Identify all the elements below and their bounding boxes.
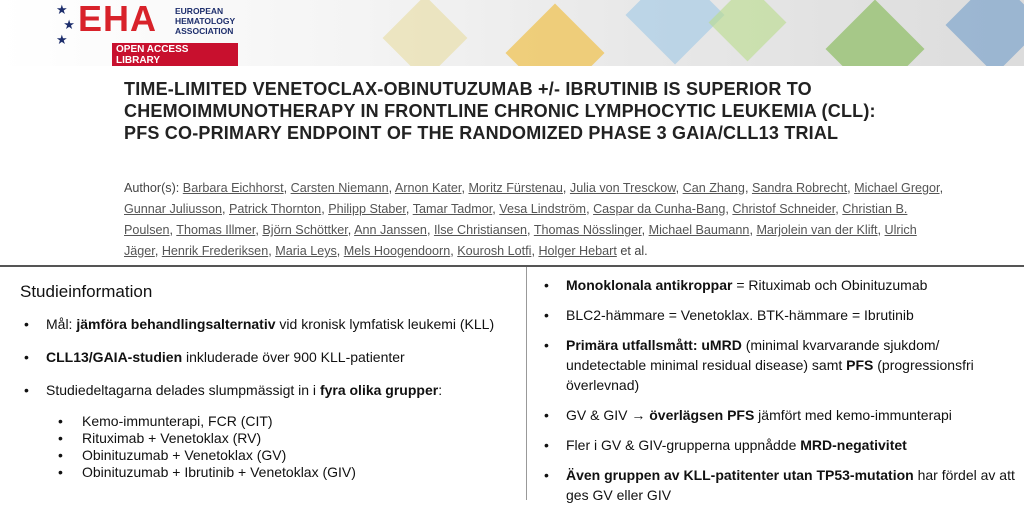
author-link[interactable]: Ann Janssen — [354, 223, 427, 237]
list-item — [540, 435, 1020, 455]
list-item — [540, 305, 1020, 325]
author-link[interactable]: Vesa Lindström — [499, 202, 587, 216]
author-link[interactable]: Maria Leys — [275, 244, 337, 258]
author-link[interactable]: Tamar Tadmor — [412, 202, 493, 216]
item-bold: jämföra behandlingsalternativ — [76, 316, 276, 332]
decorative-cube — [506, 4, 605, 66]
decorative-cube — [826, 0, 925, 66]
list-item — [540, 405, 1020, 425]
item-text: : — [438, 382, 443, 398]
author-link[interactable]: Carsten Niemann — [290, 181, 389, 195]
author-link[interactable]: Henrik Frederiksen — [161, 244, 269, 258]
org-name: EUROPEAN HEMATOLOGY ASSOCIATION — [175, 6, 236, 36]
authors-prefix: Author(s): — [124, 181, 180, 195]
author-list — [124, 178, 954, 262]
decorative-cube — [626, 0, 725, 64]
author-link[interactable]: Ilse Christiansen — [433, 223, 528, 237]
item-text: (progressionsfri överlevnad) — [566, 357, 974, 393]
author-link[interactable]: Ulrich Jäger — [124, 223, 917, 258]
item-bold: Även gruppen av KLL-patitenter utan TP53-mutation — [566, 467, 914, 483]
author-link[interactable]: Arnon Kater — [394, 181, 462, 195]
results-column — [540, 275, 1020, 515]
group-item: • Obinituzumab + Ibrutinib + Venetoklax (GIV) — [20, 464, 515, 481]
item-text: = Rituximab och Obinituzumab — [732, 277, 928, 293]
item-bold: Primära utfallsmått: uMRD — [566, 337, 742, 353]
author-link[interactable]: Michael Baumann — [648, 223, 750, 237]
item-text: Fler i GV & GIV-grupperna uppnådde — [566, 437, 801, 453]
item-text: BLC2-hämmare = Venetoklax. BTK-hämmare = Ibrutinib — [566, 307, 914, 323]
author-link[interactable]: Christof Schneider — [732, 202, 836, 216]
group-item: • Obinituzumab + Venetoklax (GV) — [20, 447, 515, 464]
item-text: har fördel av att ges GV eller GIV — [566, 467, 1015, 503]
section-divider — [0, 265, 1024, 267]
item-text: jämfört med kemo-immunterapi — [754, 407, 952, 423]
author-link[interactable]: Gunnar Juliusson — [124, 202, 223, 216]
arrow-icon: → — [631, 407, 646, 423]
group-item: • Rituximab + Venetoklax (RV) — [20, 430, 515, 447]
author-link[interactable]: Moritz Fürstenau — [468, 181, 563, 195]
page-title: TIME-LIMITED VENETOCLAX-OBINUTUZUMAB +/- IBRUTINIB IS SUPERIOR TO CHEMOIMMUNOTHERAPY IN FRONTLINE CHRONIC LYMPHOCYTIC LEUKEMIA (CLL): PFS CO-PRIMARY ENDPOINT OF THE RANDOMIZED PHASE 3 GAIA/CLL13 TRIAL — [124, 79, 876, 143]
authors-suffix: et al. — [620, 244, 648, 258]
author-link[interactable]: Thomas Nösslinger — [533, 223, 642, 237]
author-link[interactable]: Patrick Thornton — [229, 202, 322, 216]
author-link[interactable]: Can Zhang — [682, 181, 745, 195]
logo-text: EHA — [78, 0, 158, 39]
item-text: vid kronisk lymfatisk leukemi (KLL) — [275, 316, 495, 332]
item-bold: MRD-negativitet — [800, 437, 907, 453]
author-link[interactable]: Philipp Staber — [328, 202, 406, 216]
author-link[interactable]: Michael Gregor — [854, 181, 940, 195]
item-text: Mål: — [46, 316, 77, 332]
group-item: • Kemo-immunterapi, FCR (CIT) — [20, 413, 515, 430]
decorative-cube — [383, 0, 468, 66]
author-link[interactable]: Thomas Illmer — [176, 223, 256, 237]
item-bold: PFS — [846, 357, 874, 373]
study-info-column — [20, 282, 515, 481]
author-link[interactable]: Christian B. Poulsen — [124, 202, 908, 237]
author-link[interactable]: Julia von Tresckow — [569, 181, 676, 195]
list-item — [540, 275, 1020, 295]
item-text: (minimal kvarvarande sjukdom/ undetectable minimal residual disease) samt — [566, 337, 940, 373]
item-text: GV & GIV — [566, 407, 632, 423]
section-heading: Studieinformation — [20, 282, 153, 301]
library-label: OPEN ACCESS LIBRARY — [112, 43, 238, 66]
column-divider — [526, 267, 527, 500]
author-link[interactable]: Marjolein van der Klift — [756, 223, 878, 237]
decorative-cube — [946, 0, 1024, 66]
author-link[interactable]: Sandra Robrecht — [751, 181, 848, 195]
eha-logo[interactable] — [48, 0, 238, 66]
list-item — [540, 465, 1020, 505]
author-link[interactable]: Caspar da Cunha-Bang — [593, 202, 726, 216]
author-link[interactable]: Kourosh Lotfi — [457, 244, 532, 258]
stars-icon: ★ ★ ★ — [56, 2, 75, 47]
list-item — [20, 314, 515, 334]
list-item — [20, 380, 515, 400]
item-bold: fyra olika grupper — [319, 382, 439, 398]
item-bold: CLL13/GAIA-studien — [46, 349, 183, 365]
item-bold: överlägsen PFS — [645, 407, 755, 423]
author-link[interactable]: Barbara Eichhorst — [182, 181, 284, 195]
author-link[interactable]: Mels Hoogendoorn — [343, 244, 451, 258]
list-item — [20, 347, 515, 367]
item-bold: Monoklonala antikroppar — [566, 277, 733, 293]
header-banner — [0, 0, 1024, 66]
author-link[interactable]: Holger Hebart — [538, 244, 617, 258]
item-text: inkluderade över 900 KLL-patienter — [182, 349, 405, 365]
author-names: Barbara Eichhorst, Carsten Niemann, Arnon Kater, Moritz Fürstenau, Julia von Tresckow, Can Zhang, Sandra Robrecht, Michael Gregor, Gunnar Juliusson, Patrick Thornton, Philipp Staber, Tamar Tadmor, Vesa Lindström, Caspar da Cunha-Bang, Christof Schneider, Christian B. Poulsen, Thomas Illmer, Björn Schöttker, Ann Janssen, Ilse Christiansen, Thomas Nösslinger, Michael Baumann, Marjolein van der Klift, Ulrich Jäger, Henrik Frederiksen, Maria Leys, Mels Hoogendoorn, Kourosh Lotfi, Holger Hebart — [124, 181, 944, 258]
author-link[interactable]: Björn Schöttker — [262, 223, 348, 237]
decorative-cube — [709, 0, 787, 61]
list-item — [540, 335, 1020, 395]
item-text: Studiedeltagarna delades slumpmässigt in i — [46, 382, 320, 398]
